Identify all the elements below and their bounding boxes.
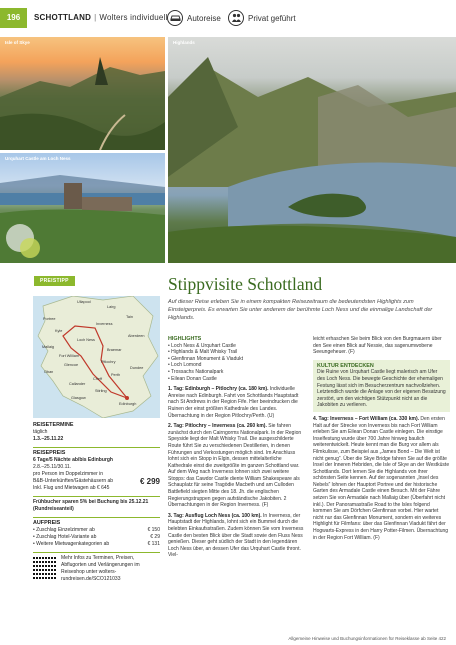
price-title: REISEPREIS: [33, 450, 66, 456]
surcharge-row: [33, 541, 160, 548]
culture-box-title: KULTUR ENTDECKEN: [317, 362, 374, 369]
day-3-continued: leicht erhaschen Sie beim Blick von den Burgmauern über den See einen Blick auf Nessie, das sagenumwobene Seeungeheuer. (F): [313, 336, 442, 356]
travel-mode-car: [167, 9, 221, 27]
photo-urquhart-castle: [0, 153, 165, 263]
map-label-mallaig: Mallaig: [42, 345, 55, 349]
map-label-portree: Portree: [43, 317, 56, 321]
surcharge-label: • Zuschlag Hotel-Variante ab: [33, 534, 97, 540]
map-label-glencoe: Glencoe: [64, 363, 79, 367]
photo-caption: Isle of Skye: [5, 40, 30, 45]
day-4-text: Den ersten Halt auf der Strecke von Inverness bis nach Fort William erleben Sie am Eilean Donan Castle einlegen. Die einstige Inselfestung wurde über 700 Jahre hinweg baulich weiterentwickelt. Heute kennt man die Burg vor allem als Filmkulisse, zum Beispiel aus „James Bond – Die Welt ist nicht genug“. Über die Skye Bridge fahren Sie auf die größte Insel der Inneren Hebriden, die Isle of Skye an der Westküste Schottlands. Dort lernen Sie die Highlands von ihrer schönsten Seite kennen. Auf der sogenannten „Insel des Nebels“ lohnen der Hauptort Portree und der historische Garten des Armadale Castle einen Besuch. Mit der Fähre setzen Sie von Armadale nach Mallaig über (Überfahrt nicht inkl.). Der Panoramastraße Road to the Isles folgend kommen Sie am Dörfchen Glenfinnan vorbei. Hier wartet nicht nur das Glenfinnan Monument, sondern ein weiteres Highlight für Filmfans: über das Glenfinnan Viadukt fährt der Hogwarts-Express in den Harry Potter-Filmen. Übernachtung in der Region Fort William. (F): [313, 415, 450, 541]
divider: [33, 517, 160, 518]
photo-caption: Highlands: [173, 40, 195, 45]
day-4-title: 4. Tag: Inverness – Fort William (ca. 330 km).: [313, 415, 420, 422]
day-3-text: In Inverness, der Hauptstadt der Highlands, lohnt sich ein Bummel durch die belebten Einkaufsstraßen. Zudem können Sie vom Inverness Castle den besten Blick über die Stadt sowie den Fluss Ness genießen. Dieser geht südlich der Stadt in den legendären Loch Ness über, an dessen Ufer das Urquhart Castle thront. Viel-: [168, 512, 304, 559]
travel-dates-frequency: täglich: [33, 429, 48, 435]
highlight-item: • Trossachs Nationalpark: [168, 368, 224, 375]
itinerary-column-2: [313, 336, 450, 545]
highlights-list: [168, 343, 305, 383]
day-1-title: 1. Tag: Edinburgh – Pitlochry (ca. 180 km).: [168, 386, 269, 393]
travel-mode-guided: [228, 9, 296, 27]
surcharge-price: € 150: [147, 527, 160, 533]
surcharge-title: AUFPREIS: [33, 520, 61, 526]
itinerary-column-1: [168, 336, 305, 563]
car-icon: [167, 10, 183, 26]
divider: [33, 496, 160, 497]
highlight-item: • Highlands & Malt Whisky Trail: [168, 349, 238, 356]
price-line: pro Person im Doppelzimmer in: [33, 471, 104, 477]
map-label-stirling: Stirling: [95, 389, 107, 393]
early-booking: Frühbucher sparen 5% bei Buchung bis 25.12.21 (Rundreiseanteil): [33, 499, 149, 512]
price-value: € 299: [139, 477, 160, 486]
map-label-kyle: Kyle: [55, 329, 63, 333]
map-label-dundee: Dundee: [130, 366, 144, 370]
map-label-glasgow: Glasgow: [71, 396, 86, 400]
day-2-text: Sie fahren zunächst durch den Cairngorms Nationalpark. In der Region Speyside liegt der Malt Whisky Trail. Die ausgeschilderte Route führt Sie zu verschiedenen Destillerien, in denen Führungen und Verkostungen möglich sind. Im Anschluss lohnt sich ein Stopp in Elgin, dessen mittelalterliche Kathedrale einst die zweitgrößte im ganzen Schottland war. Auf dem Weg nach Inverness lohnen sich zwei weitere Stopps: das Cawdor Castle diente William Shakespeare als Schauplatz für seine Tragödie Macbeth und am Culloden Battlefield siegten Mitte des 18. Jh. die englischen Regierungstruppen gegen aufständische Jakobiten. 2 Übernachtungen in der Region Inverness. (F): [168, 423, 302, 509]
map-label-fort-william: Fort William: [59, 354, 80, 358]
price-line: B&B-Unterkünften/Gästehäusern ab: [33, 478, 114, 484]
qr-code[interactable]: [33, 555, 57, 579]
map-label-aberdeen: Aberdeen: [128, 334, 145, 338]
page-header: [0, 0, 456, 34]
culture-box-text: Die Ruine von Urquhart Castle liegt malerisch am Ufer des Loch Ness. Die bewegte Geschichte der ehemaligen Festung lässt sich im Besucherzentrum nachvollziehen. Letztendlich wurde die Anlage von der eigenen Besatzung zerstört, um den wichtigen Stützpunkt nicht an die Jakobiten zu verlieren.: [317, 369, 446, 409]
qr-text: Mehr Infos zu Terminen, Preisen, Abflugorten und Verlängerungen im Reiseshop unter wolters-rundreisen.de/SCO121033: [61, 555, 140, 582]
surcharge-row: [33, 527, 160, 534]
highlight-item: • Loch Lomond: [168, 362, 202, 369]
page-number: 196: [0, 8, 27, 28]
photo-caption: Urquhart Castle am Loch Ness: [5, 156, 71, 161]
day-1: [168, 386, 305, 419]
section-subtitle: Wolters individuell: [99, 13, 168, 22]
map-label-perth: Perth: [111, 373, 121, 377]
surcharge-label: • Zuschlag Einzelzimmer ab: [33, 527, 95, 533]
surcharge-price: € 131: [147, 541, 160, 547]
photo-isle-of-skye: [0, 37, 165, 150]
surcharge-price: € 29: [150, 534, 160, 540]
surcharge-block: [33, 520, 160, 548]
booking-sidebar: [33, 422, 160, 583]
section-title: [34, 13, 168, 22]
highlight-item: • Glenfinnan Monument & Viadukt: [168, 355, 244, 362]
map-label-loch-ness: Loch Ness: [77, 338, 95, 342]
day-2: [168, 423, 305, 509]
price-main-row: [33, 478, 160, 485]
divider: [33, 447, 160, 448]
map-label-braemar: Braemar: [107, 348, 122, 352]
map-label-oban: Oban: [44, 370, 54, 374]
section-name: SCHOTTLAND: [34, 13, 92, 22]
intro-text: Auf dieser Reise erleben Sie in einem kompakten Reisezeitraum die bedeutendsten Highlights zum Einsteigerpreis. Es erwarten Sie unter anderem der berühmte Loch Ness und die einmalige Landschaft der Highlands.: [168, 299, 433, 321]
day-2-title: 2. Tag: Pitlochry – Inverness (ca. 260 km).: [168, 423, 267, 430]
travel-mode-car-label: Autoreise: [187, 13, 221, 23]
page-title: Stippvisite Schottland: [168, 274, 323, 294]
map-label-crieff: Crieff: [93, 377, 103, 381]
highlight-item: • Loch Ness & Urquhart Castle: [168, 342, 236, 349]
day-3: [168, 513, 305, 559]
qr-info: [33, 555, 160, 583]
price-line: Inkl. Flug und Mietwagen ab € 645: [33, 485, 110, 491]
price-block: [33, 450, 160, 492]
page-footer: Allgemeine Hinweise und Buchungsinformationen für Reiseklasse ab Seite 422: [288, 636, 446, 641]
map-label-edinburgh: Edinburgh: [119, 402, 137, 406]
map-label-pitlochry: Pitlochry: [101, 360, 116, 364]
culture-box: [313, 360, 450, 412]
price-line: 6 Tage/5 Nächte ab/bis Edinburgh: [33, 457, 113, 463]
price-line: 2.8.–25.11/30.11.: [33, 464, 72, 470]
map-label-callander: Callander: [69, 382, 86, 386]
surcharge-row: [33, 534, 160, 541]
divider: [33, 552, 160, 553]
route-map: [33, 296, 160, 418]
day-1-text: Individuelle Anreise nach Edinburgh. Fahrt von Schottlands Hauptstadt nach St Andrews in der Region Fife. Hier beeindrucken die Ruinen der einst größten Kathedrale des Landes. Übernachtung in der Region Pitlochry/Perth. (U): [168, 386, 299, 419]
map-label-lairg: Lairg: [107, 305, 116, 309]
travel-dates-range: 1.3.–25.11.22: [33, 436, 64, 442]
map-label-ullapool: Ullapool: [77, 300, 91, 304]
travel-dates-title: REISETERMINE: [33, 422, 74, 428]
day-4: [313, 416, 450, 541]
people-icon: [228, 10, 244, 26]
surcharge-label: • Weitere Mietwagenkategorien ab: [33, 541, 110, 547]
travel-dates: [33, 422, 160, 443]
travel-mode-guided-label: Privat geführt: [248, 13, 296, 23]
highlights-title: HIGHLIGHTS: [168, 336, 202, 342]
photo-highlands: [168, 37, 456, 263]
section-separator: |: [94, 13, 97, 22]
price-tip-badge: PREISTIPP: [34, 276, 75, 286]
map-label-inverness: Inverness: [96, 322, 113, 326]
map-label-tain: Tain: [126, 315, 133, 319]
highlight-item: • Eilean Donan Castle: [168, 375, 217, 382]
day-3-title: 3. Tag: Ausflug Loch Ness (ca. 100 km).: [168, 512, 262, 519]
